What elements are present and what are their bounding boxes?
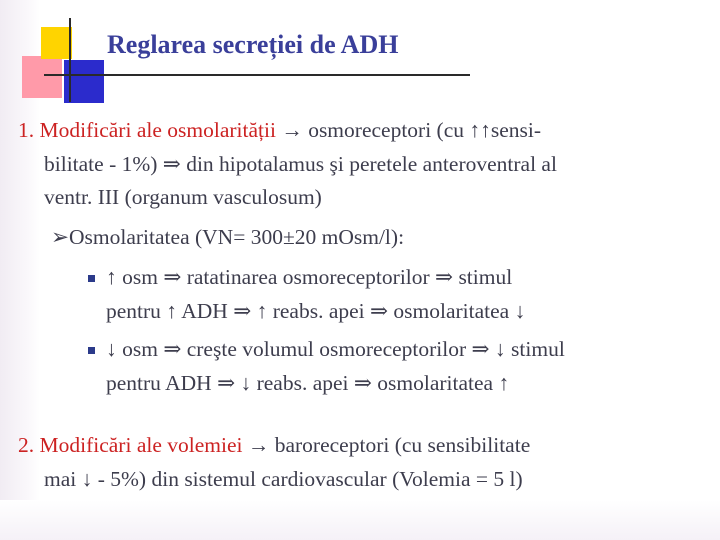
section1-line2: bilitate - 1%) ⇒ din hipotalamus şi peretele anteroventral al bbox=[44, 152, 557, 176]
slide-title: Reglarea secreției de ADH bbox=[107, 30, 399, 59]
subheading-osmolaritatea bbox=[51, 227, 404, 249]
subheading-text: Osmolaritatea (VN= 300±20 mOsm/l): bbox=[69, 225, 405, 249]
section1-line1-rest: → osmoreceptori (cu ↑↑sensi- bbox=[275, 118, 542, 142]
section1-line3: ventr. III (organum vasculosum) bbox=[44, 185, 322, 209]
section1-heading: Modificări ale osmolarității bbox=[39, 118, 276, 142]
square-bullet-icon bbox=[88, 347, 95, 354]
section2-number: 2. bbox=[18, 433, 35, 457]
decorative-square-yellow bbox=[41, 27, 72, 59]
section1-number: 1. bbox=[18, 118, 35, 142]
section2-heading: Modificări ale volemiei bbox=[39, 433, 243, 457]
bullet2-line1: ↓ osm ⇒ creşte volumul osmoreceptorilor ⇒ ↓ stimul bbox=[106, 337, 565, 361]
section2-line1 bbox=[18, 435, 530, 457]
bullet1-line1: ↑ osm ⇒ ratatinarea osmoreceptorilor ⇒ stimul bbox=[106, 265, 513, 289]
section2-line1-rest: → baroreceptori (cu sensibilitate bbox=[242, 433, 531, 457]
decorative-line-vertical bbox=[69, 18, 71, 102]
square-bullet-icon bbox=[88, 275, 95, 282]
bullet1-line2: pentru ↑ ADH ⇒ ↑ reabs. apei ⇒ osmolaritatea ↓ bbox=[106, 299, 526, 323]
background-bottom-gradient bbox=[0, 500, 720, 540]
section2-line2: mai ↓ - 5%) din sistemul cardiovascular (Volemia = 5 l) bbox=[44, 467, 523, 491]
section1-line1 bbox=[18, 120, 541, 142]
bullet2-line2: pentru ADH ⇒ ↓ reabs. apei ⇒ osmolaritatea ↑ bbox=[106, 371, 510, 395]
decorative-square-pink bbox=[22, 56, 62, 98]
arrow-bullet-icon: ➢ bbox=[51, 225, 70, 249]
decorative-line-horizontal bbox=[44, 74, 470, 76]
